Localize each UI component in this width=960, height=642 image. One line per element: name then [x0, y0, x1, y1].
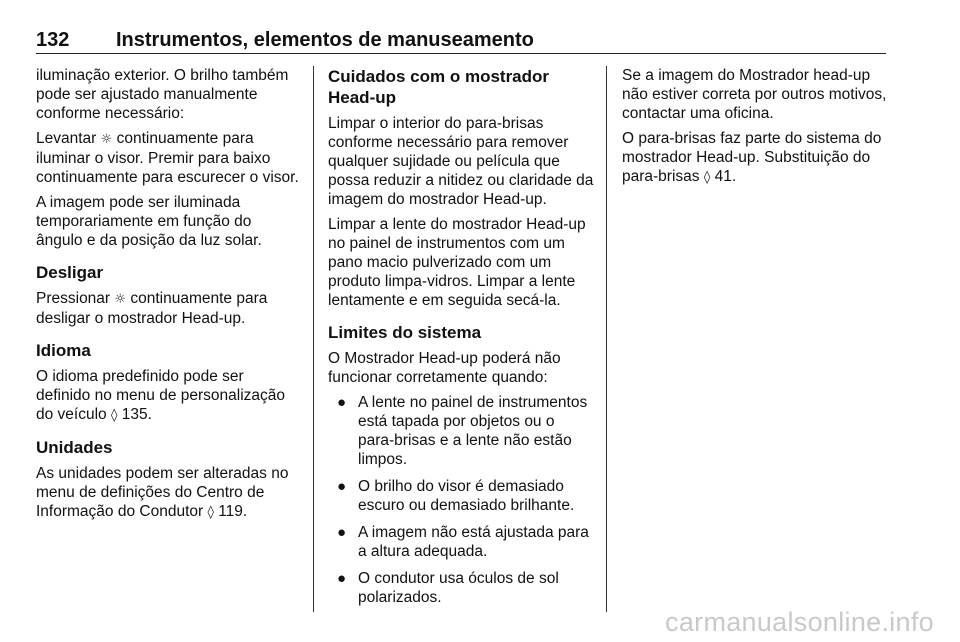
list-item: ● A lente no painel de instrumentos está tapada por objetos ou o para-brisas e a lente não estão limpos.: [337, 394, 588, 468]
bullet-icon: ●: [337, 570, 347, 587]
section-heading-limites: Limites do sistema: [328, 323, 482, 342]
brightness-icon: ☼: [100, 132, 113, 147]
paragraph: As unidades podem ser alteradas no menu de definições do Centro de Informação do Condutor ◊ 119.: [36, 465, 289, 520]
paragraph: O para-brisas faz parte do sistema do mostrador Head-up. Substituição do para-brisas ◊ 41.: [622, 130, 882, 185]
paragraph: O idioma predefinido pode ser definido no menu de personalização do veículo ◊ 135.: [36, 368, 286, 423]
list-item: ● O brilho do visor é demasiado escuro ou demasiado brilhante.: [337, 478, 575, 514]
watermark: carmanualsonline.info: [665, 607, 934, 637]
paragraph: iluminação exterior. O brilho também pode ser ajustado manualmente conforme necessário:: [36, 67, 289, 122]
page-reference-icon: ◊: [110, 408, 118, 423]
column-left: [36, 66, 302, 528]
list-item: ● A imagem não está ajustada para a altura adequada.: [337, 524, 589, 560]
page-reference-icon: ◊: [207, 505, 214, 520]
section-heading-cuidados: Cuidados com o mostrador Head-up: [328, 67, 550, 107]
bullet-icon: ●: [337, 524, 347, 541]
column-middle: [328, 66, 594, 615]
header-divider: [36, 53, 886, 54]
paragraph: Se a imagem do Mostrador head-up não estiver correta por outros motivos, contactar uma oficina.: [622, 67, 887, 122]
page-header: [36, 28, 886, 52]
page-reference-icon: ◊: [703, 170, 711, 185]
page-number: 132: [36, 29, 70, 51]
bullet-icon: ●: [337, 478, 347, 495]
column-right: [622, 66, 888, 193]
paragraph: O Mostrador Head-up poderá não funcionar corretamente quando:: [328, 350, 561, 386]
section-heading-idioma: Idioma: [36, 341, 91, 360]
list-item: ● O condutor usa óculos de sol polarizados.: [337, 570, 559, 606]
paragraph: Limpar o interior do para-brisas conforme necessário para remover qualquer sujidade ou película que possa reduzir a nitidez ou claridade da imagem do mostrador Head-up.: [328, 115, 594, 208]
section-heading-desligar: Desligar: [36, 263, 104, 282]
page-title: Instrumentos, elementos de manuseamento: [116, 29, 534, 51]
paragraph: Pressionar ☼ continuamente para desligar o mostrador Head-up.: [36, 290, 268, 327]
paragraph: Limpar a lente do mostrador Head-up no painel de instrumentos com um pano macio pulverizado com um produto limpa-vidros. Limpar a lente lentamente e em seguida secá-la.: [328, 216, 586, 309]
column-divider-1: [313, 66, 314, 612]
bullet-list: [328, 393, 594, 607]
section-heading-unidades: Unidades: [36, 438, 113, 457]
bullet-icon: ●: [337, 394, 347, 411]
brightness-icon: ☼: [114, 292, 127, 307]
paragraph: A imagem pode ser iluminada temporariamente em função do ângulo e da posição da luz solar.: [36, 194, 262, 249]
paragraph: Levantar ☼ continuamente para iluminar o visor. Premir para baixo continuamente para escurecer o visor.: [36, 130, 299, 186]
column-divider-2: [606, 66, 607, 612]
